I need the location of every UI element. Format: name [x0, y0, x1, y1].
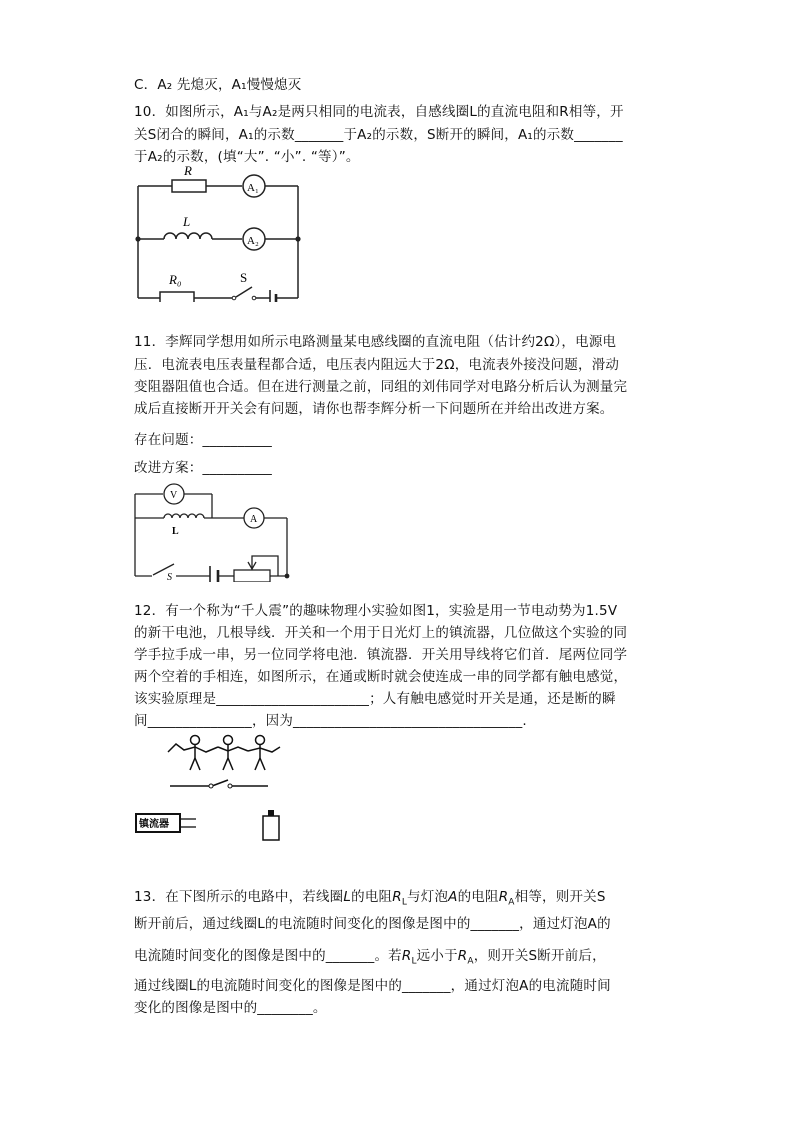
q10-line-2: 关S闭合的瞬间，A₁的示数_______于A₂的示数，S断开的瞬间，A₁的示数_______ — [134, 127, 623, 143]
q12-line-4: 两个空着的手相连，如图所示，在通或断时就会使连成一串的同学都有触电感觉， — [134, 669, 628, 685]
label-l: L — [172, 526, 179, 537]
q13-line-4: 通过线圈L的电流随时间变化的图像是图中的_______，通过灯泡A的电流随时间 — [134, 978, 611, 994]
q13-line-1: 13．在下图所示的电路中，若线圈L的电阻$R_L$与灯泡A的电阻$R_A$相等，则开关S — [134, 889, 606, 908]
label-a2: A₂ — [247, 235, 259, 247]
q10-circuit-diagram — [130, 160, 305, 302]
q12-line-2: 的新干电池，几根导线．开关和一个用于日光灯上的镇流器，几位做这个实验的同 — [134, 625, 628, 641]
q13-line-5: 变化的图像是图中的________。 — [134, 1000, 327, 1016]
label-s: S — [167, 572, 172, 582]
q12-line-5: 该实验原理是______________________；人有触电感觉时开关是通，还是断的瞬 — [134, 691, 616, 707]
q11-solution: 改进方案：__________ — [134, 460, 272, 476]
q10-line-1: 10．如图所示，A₁与A₂是两只相同的电流表，自感线圈L的直流电阻和R相等，开 — [134, 104, 624, 120]
rheostat-symbol — [234, 570, 270, 582]
label-s: S — [240, 270, 248, 285]
resistor-r0-symbol — [160, 292, 194, 302]
inductor-coil-symbol — [164, 514, 204, 518]
q13-line-2: 断开前后，通过线圈L的电流随时间变化的图像是图中的_______，通过灯泡A的 — [134, 916, 611, 932]
label-a1: A₁ — [247, 182, 259, 194]
resistor-r-symbol — [172, 180, 206, 192]
label-v: V — [170, 490, 178, 501]
inductor-l-symbol — [164, 233, 212, 239]
q11-line-2: 压．电流表电压表量程都合适，电压表内阻远大于2Ω，电流表外接没问题，滑动 — [134, 357, 620, 373]
battery-terminal — [268, 810, 274, 816]
q12-experiment-figure — [130, 730, 300, 842]
q11-line-3: 变阻器阻值也合适。但在进行测量之前，同组的刘伟同学对电路分析后认为测量完 — [134, 379, 628, 395]
switch-wire — [170, 780, 268, 786]
q11-line-1: 11．李辉同学想用如所示电路测量某电感线圈的直流电阻（估计约2Ω），电源电 — [134, 334, 617, 350]
switch-s-symbol — [236, 287, 252, 297]
q11-line-4: 成后直接断开开关会有问题，请你也帮李辉分析一下问题所在并给出改进方案。 — [134, 401, 614, 417]
label-r: R — [184, 163, 192, 178]
ballast-label: 镇流器 — [139, 819, 169, 830]
label-a: A — [250, 514, 258, 525]
label-r0: R₀ — [169, 272, 182, 287]
q12-line-6: 间_______________，因为_________________________________. — [134, 713, 527, 729]
q10-line-3: 于A₂的示数，(填“大”. “小”. “等）”。 — [134, 149, 360, 165]
label-l: L — [183, 214, 191, 229]
battery-icon — [263, 816, 279, 840]
q11-problem: 存在问题：__________ — [134, 432, 272, 448]
people-chain — [168, 736, 280, 771]
q12-line-1: 12．有一个称为“千人震”的趣味物理小实验如图1，实验是用一节电动势为1.5V — [134, 603, 618, 619]
q12-line-3: 学手拉手成一串，另一位同学将电池．镇流器．开关用导线将它们首．尾两位同学 — [134, 647, 628, 663]
q11-circuit-diagram — [130, 482, 295, 582]
option-c: C．A₂ 先熄灭，A₁慢慢熄灭 — [134, 77, 302, 93]
q13-line-3: 电流随时间变化的图像是图中的_______。若$R_L$远小于$R_A$，则开关S断开前后， — [134, 948, 606, 967]
